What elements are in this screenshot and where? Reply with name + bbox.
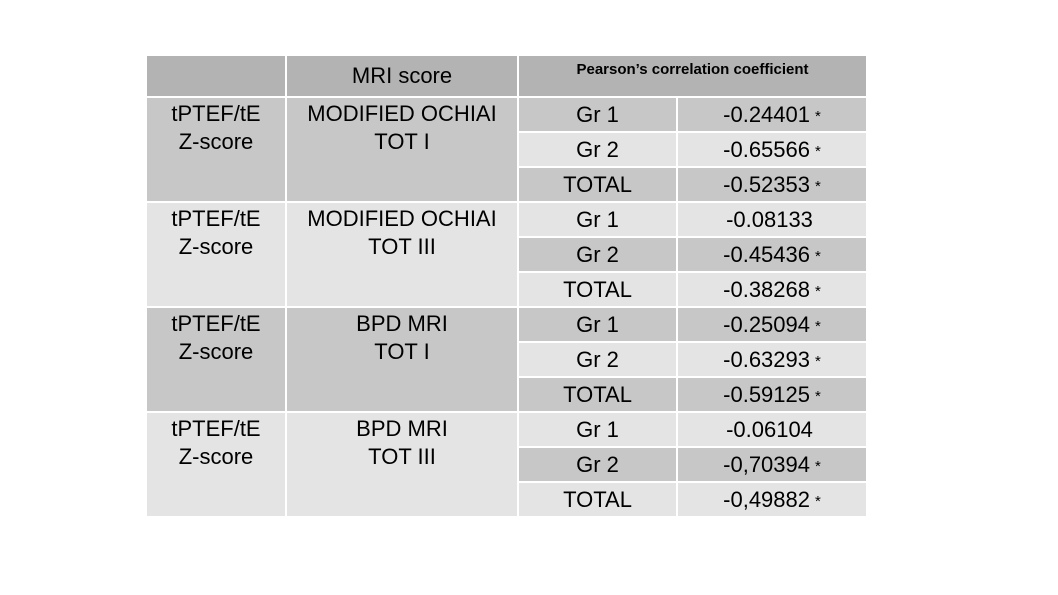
value-cell [677, 167, 867, 202]
score-line: TOT III [368, 234, 436, 259]
coefficient-value: -0.24401 [723, 101, 810, 127]
value-cell [677, 132, 867, 167]
group-cell: Gr 2 [518, 447, 677, 482]
measure-line: Z-score [178, 234, 254, 259]
score-line: MODIFIED OCHIAI [307, 206, 497, 231]
score-line: TOT III [368, 444, 436, 469]
significance-marker: * [815, 492, 821, 510]
value-cell [677, 482, 867, 517]
value-cell [677, 237, 867, 272]
header-pearson: Pearson’s correlation coefficient [518, 55, 867, 97]
value-cell [677, 307, 867, 342]
measure-line: tPTEF/tE [171, 416, 261, 441]
group-cell: Gr 1 [518, 412, 677, 447]
table-row [146, 307, 867, 342]
header-mri-score: MRI score [286, 55, 518, 97]
group-cell: TOTAL [518, 482, 677, 517]
coefficient-value: -0.63293 [723, 346, 810, 372]
header-blank [146, 55, 286, 97]
score-line: MODIFIED OCHIAI [307, 101, 497, 126]
measure-cell [146, 202, 286, 307]
measure-cell [146, 97, 286, 202]
mri-score-cell [286, 412, 518, 517]
table-row [146, 412, 867, 447]
group-cell: Gr 1 [518, 202, 677, 237]
value-cell [677, 97, 867, 132]
significance-marker: * [815, 247, 821, 265]
coefficient-value: -0.65566 [723, 136, 810, 162]
significance-marker: * [815, 317, 821, 335]
measure-line: tPTEF/tE [171, 101, 261, 126]
mri-score-cell [286, 97, 518, 202]
correlation-table [145, 54, 868, 518]
measure-line: Z-score [178, 339, 254, 364]
score-line: BPD MRI [356, 416, 448, 441]
group-cell: TOTAL [518, 167, 677, 202]
significance-marker: * [815, 177, 821, 195]
value-cell [677, 202, 867, 237]
mri-score-cell [286, 202, 518, 307]
coefficient-value: -0.38268 [723, 276, 810, 302]
significance-marker: * [815, 282, 821, 300]
group-cell: Gr 2 [518, 132, 677, 167]
measure-line: Z-score [178, 129, 254, 154]
coefficient-value: -0.25094 [723, 311, 810, 337]
group-cell: Gr 2 [518, 342, 677, 377]
coefficient-value: -0.06104 [726, 416, 813, 442]
group-cell: TOTAL [518, 272, 677, 307]
coefficient-value: -0.45436 [723, 241, 810, 267]
value-cell [677, 412, 867, 447]
significance-marker: * [815, 457, 821, 475]
value-cell [677, 272, 867, 307]
measure-line: tPTEF/tE [171, 206, 261, 231]
coefficient-value: -0.59125 [723, 381, 810, 407]
measure-cell [146, 412, 286, 517]
coefficient-value: -0,70394 [723, 451, 810, 477]
significance-marker: * [815, 142, 821, 160]
table-row [146, 202, 867, 237]
measure-line: Z-score [178, 444, 254, 469]
coefficient-value: -0.08133 [726, 206, 813, 232]
measure-line: tPTEF/tE [171, 311, 261, 336]
score-line: TOT I [374, 129, 430, 154]
significance-marker: * [815, 352, 821, 370]
significance-marker: * [815, 107, 821, 125]
coefficient-value: -0,49882 [723, 486, 810, 512]
header-row [146, 55, 867, 97]
significance-marker: * [815, 387, 821, 405]
value-cell [677, 377, 867, 412]
measure-cell [146, 307, 286, 412]
value-cell [677, 342, 867, 377]
mri-score-cell [286, 307, 518, 412]
table-row [146, 97, 867, 132]
score-line: TOT I [374, 339, 430, 364]
score-line: BPD MRI [356, 311, 448, 336]
group-cell: TOTAL [518, 377, 677, 412]
coefficient-value: -0.52353 [723, 171, 810, 197]
group-cell: Gr 1 [518, 307, 677, 342]
value-cell [677, 447, 867, 482]
group-cell: Gr 1 [518, 97, 677, 132]
group-cell: Gr 2 [518, 237, 677, 272]
